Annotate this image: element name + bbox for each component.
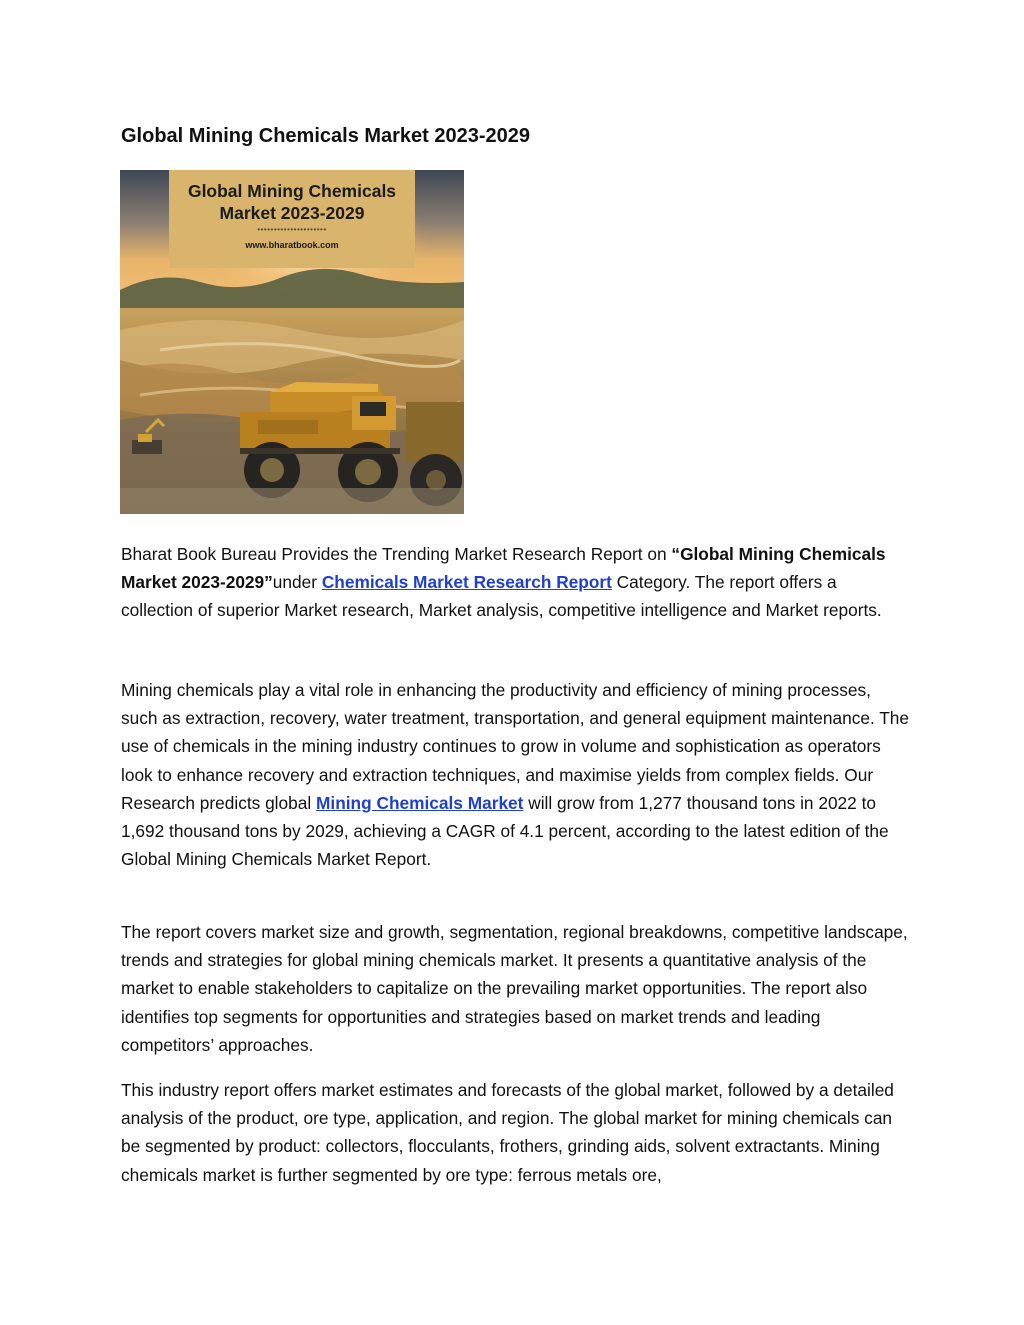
cover-title [169,170,415,224]
intro-text-c: Category. The report offers a collection of superior Market research, Market analysis, competitive intelligence and Market reports. [121,572,882,621]
mining-chemicals-market-link[interactable]: Mining Chemicals Market [316,792,524,813]
cover-divider: ••••••••••••••••••••• [257,225,327,234]
intro-report-title: “Global Mining Chemicals Market 2023-2029” [121,544,886,593]
cover-title-box [169,170,415,268]
overview-text-a: Mining chemicals play a vital role in enhancing the productivity and efficiency of mining processes, such as extraction, recovery, water treatment, transportation, and general equipment maintenance. The use of chemicals in the mining industry continues to grow in volume and sophistication as operators look to enhance recovery and extraction techniques, and maximise yields from complex fields. Our Research predicts global [121,680,910,813]
page-title: Global Mining Chemicals Market 2023-2029 [121,125,531,147]
chemicals-report-link[interactable]: Chemicals Market Research Report [321,572,612,593]
intro-text-a: Bharat Book Bureau Provides the Trending Market Research Report on [121,544,672,564]
intro-paragraph [121,540,911,625]
intro-text-b: under [272,572,322,593]
cover-image [120,170,464,514]
cover-title-line-1: Global Mining Chemicals [187,181,397,201]
overview-text-b: will grow from 1,277 thousand tons in 2022 to 1,692 thousand tons by 2029, achieving a CAGR of 4.1 percent, according to the latest edition of the Global Mining Chemicals Market Report. [121,792,889,870]
cover-title-line-2: Market 2023-2029 [219,203,365,223]
coverage-paragraph: The report covers market size and growth, segmentation, regional breakdowns, competitive landscape, trends and strategies for global mining chemicals market. It presents a quantitative analysis of the market to enable stakeholders to capitalize on the prevailing market opportunities. The report also identifies top segments for opportunities and strategies based on market trends and leading competitors’ approaches. [121,922,908,1055]
segmentation-paragraph: This industry report offers market estimates and forecasts of the global market, followed by a detailed analysis of the product, ore type, application, and region. The global market for mining chemicals can be segmented by product: collectors, flocculants, frothers, grinding aids, solvent extractants. Mining chemicals market is further segmented by ore type: ferrous metals ore, [121,1080,894,1185]
overview-paragraph [121,676,911,873]
cover-url: www.bharatbook.com [245,240,339,250]
